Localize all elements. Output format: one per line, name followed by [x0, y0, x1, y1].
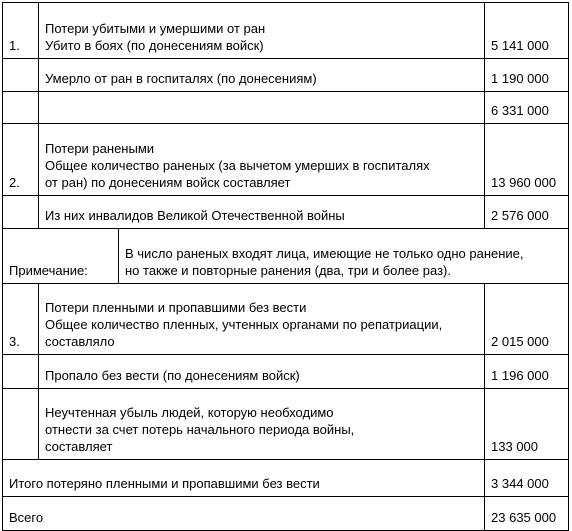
row-value: 2 576 000 [485, 196, 569, 229]
row-heading: Потери убитыми и умершими от ран [45, 21, 266, 36]
table-row-wounded [3, 124, 569, 196]
table-row-prisoners-total [3, 460, 569, 497]
row-line: составляет [45, 439, 113, 454]
empty-cell [3, 355, 39, 389]
row-description [39, 284, 485, 355]
grand-total-label: Всего [3, 497, 485, 531]
empty-cell [3, 59, 39, 92]
row-line: Убито в боях (по донесениям войск) [45, 38, 264, 53]
row-line: от ран) по донесениям войск составляет [45, 175, 291, 190]
table-row-grand-total [3, 497, 569, 531]
empty-cell [3, 92, 39, 124]
row-value: 13 960 000 [485, 124, 569, 196]
note-text [119, 229, 569, 284]
table-row-unaccounted [3, 389, 569, 460]
section-number: 3. [3, 284, 39, 355]
row-line: Общее количество пленных, учтенных органами по репатриации, [45, 317, 443, 332]
row-value: 5 141 000 [485, 3, 569, 59]
row-value: 3 344 000 [485, 460, 569, 497]
row-value: 133 000 [485, 389, 569, 460]
row-value: 6 331 000 [485, 92, 569, 124]
table-row-died-of-wounds [3, 59, 569, 92]
empty-cell [39, 92, 485, 124]
row-line: Общее количество раненых (за вычетом умерших в госпиталях [45, 158, 430, 173]
table-row-killed [3, 3, 569, 59]
note-line: но также и повторные ранения (два, три и более раз). [125, 263, 451, 278]
row-line: отнести за счет потерь начального периода войны, [45, 422, 355, 437]
row-value: 2 015 000 [485, 284, 569, 355]
table-row-invalids [3, 196, 569, 229]
row-line: Из них инвалидов Великой Отечественной войны [45, 208, 345, 223]
note-label: Примечание: [3, 229, 119, 284]
note-line: В число раненых входят лица, имеющие не только одно ранение, [125, 246, 524, 261]
row-description [39, 124, 485, 196]
row-description [39, 389, 485, 460]
row-line: Умерло от ран в госпиталях (по донесениям) [45, 71, 317, 86]
row-description [39, 355, 485, 389]
row-heading: Потери ранеными [45, 141, 155, 156]
row-value: 23 635 000 [485, 497, 569, 531]
row-line: Пропало без вести (по донесениям войск) [45, 368, 300, 383]
row-line: составляло [45, 334, 115, 349]
row-description [39, 196, 485, 229]
losses-table [2, 2, 569, 531]
section-number: 1. [3, 3, 39, 59]
row-heading: Потери пленными и пропавшими без вести [45, 300, 307, 315]
table-row-subtotal [3, 92, 569, 124]
table-row-note [3, 229, 569, 284]
row-value: 1 190 000 [485, 59, 569, 92]
empty-cell [3, 196, 39, 229]
section-number: 2. [3, 124, 39, 196]
row-description [39, 3, 485, 59]
row-line: Неучтенная убыль людей, которую необходимо [45, 405, 334, 420]
row-description [39, 59, 485, 92]
row-value: 1 196 000 [485, 355, 569, 389]
table-row-prisoners [3, 284, 569, 355]
table-row-missing [3, 355, 569, 389]
empty-cell [3, 389, 39, 460]
total-label: Итого потеряно пленными и пропавшими без вести [3, 460, 485, 497]
